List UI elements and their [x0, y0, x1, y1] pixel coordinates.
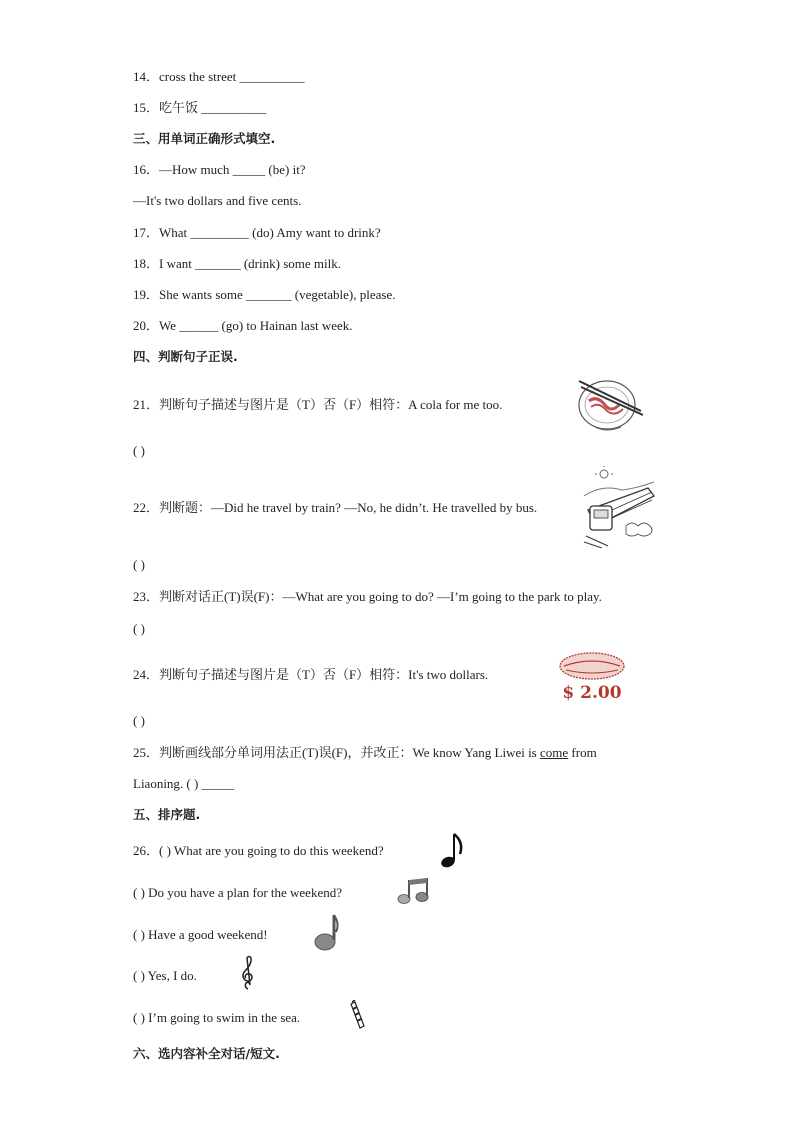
section-6-heading: 六、选内容补全对话/短文.	[133, 1046, 280, 1061]
underlined-word: come	[540, 745, 569, 760]
question-18: 18．I want _______ (drink) some milk.	[133, 256, 341, 271]
striped-note-icon	[348, 1000, 366, 1034]
question-26-d: ( ) Yes, I do.	[133, 968, 197, 983]
section-4-heading: 四、判断句子正误.	[133, 349, 238, 364]
question-25-cont: Liaoning. ( ) _____	[133, 776, 235, 791]
question-26-e: ( ) I’m going to swim in the sea.	[133, 1010, 301, 1025]
question-23: 23．判断对话正(T)误(F)：—What are you going to do? —I’m going to the park to play.	[133, 589, 602, 604]
question-16: 16．—How much _____ (be) it?	[133, 162, 306, 177]
question-14: 14．cross the street __________	[133, 69, 305, 84]
question-23-blank: ( )	[133, 621, 145, 636]
question-24: 24．判断句子描述与图片是（T）否（F）相符：It's two dollars.	[133, 667, 489, 682]
question-15: 15．吃午饭 __________	[133, 100, 267, 115]
question-19: 19．She wants some _______ (vegetable), please.	[133, 287, 396, 302]
section-5-heading: 五、排序题.	[133, 807, 201, 822]
question-21: 21．判断句子描述与图片是（T）否（F）相符：A cola for me too.	[133, 397, 503, 412]
question-21-blank: ( )	[133, 443, 145, 458]
price-label: $ 2.00	[562, 683, 622, 703]
train-image	[582, 466, 656, 548]
beamed-notes-icon	[397, 876, 431, 906]
question-22-blank: ( )	[133, 557, 145, 572]
gray-note-icon	[314, 912, 340, 952]
hotdog-price-image	[552, 648, 632, 706]
question-26-b: ( ) Do you have a plan for the weekend?	[133, 885, 342, 900]
question-22: 22．判断题：—Did he travel by train? —No, he didn’t. He travelled by bus.	[133, 500, 538, 515]
question-20: 20．We ______ (go) to Hainan last week.	[133, 318, 353, 333]
question-26-c: ( ) Have a good weekend!	[133, 927, 268, 942]
section-3-heading: 三、用单词正确形式填空.	[133, 131, 276, 146]
question-16-answer: —It's two dollars and five cents.	[133, 193, 302, 208]
eighth-note-icon	[440, 832, 466, 870]
noodle-bowl-image	[575, 375, 645, 435]
question-17: 17．What _________ (do) Amy want to drink?	[133, 225, 381, 240]
question-24-blank: ( )	[133, 713, 145, 728]
question-26-a: 26．( ) What are you going to do this weekend?	[133, 843, 384, 858]
question-25: 25．判断画线部分单词用法正(T)误(F)，并改正：We know Yang Liwei is come from	[133, 745, 597, 760]
treble-clef-icon	[240, 955, 256, 991]
